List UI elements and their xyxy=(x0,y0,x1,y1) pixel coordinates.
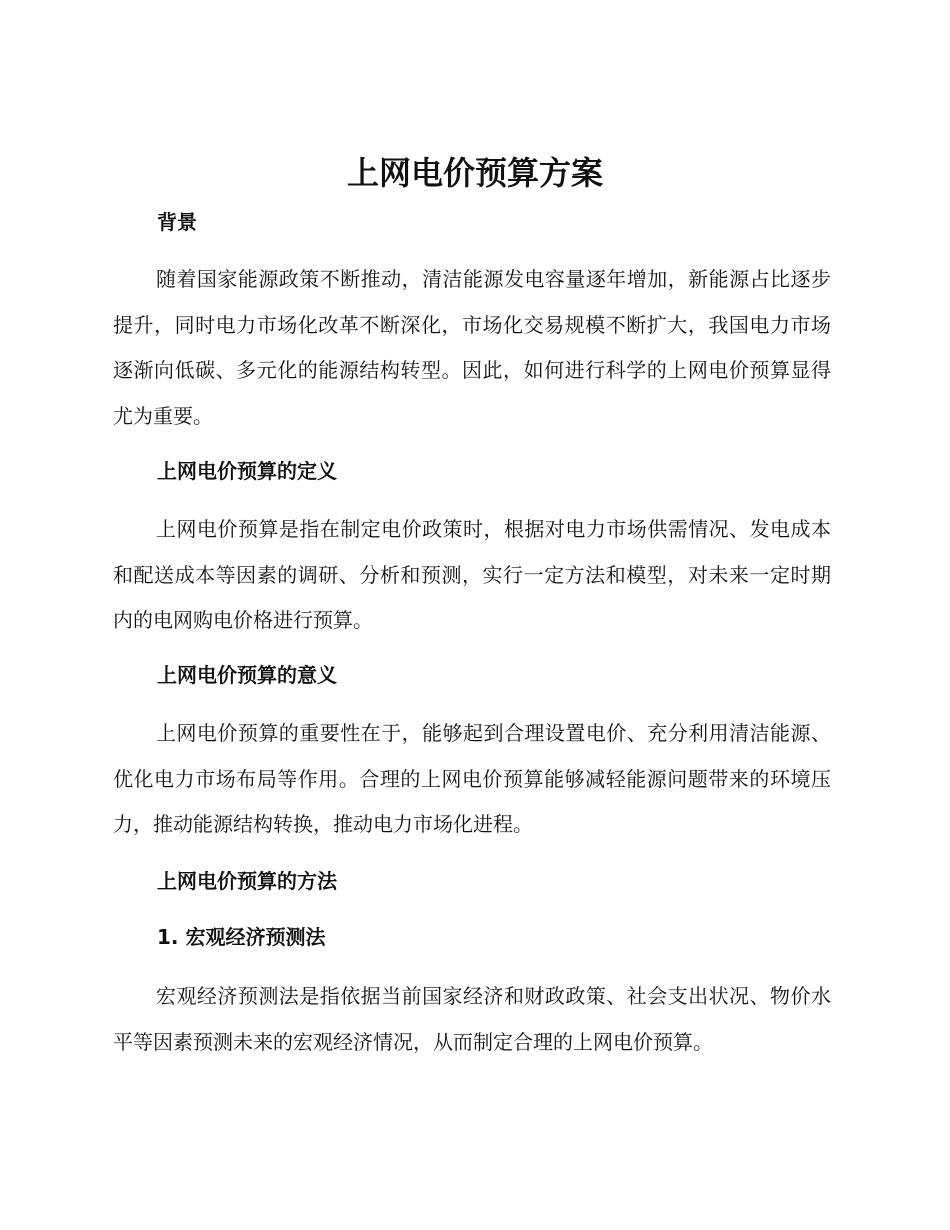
background-paragraph: 随着国家能源政策不断推动，清洁能源发电容量逐年增加，新能源占比逐步提升，同时电力市场化改革不断深化，市场化交易规模不断扩大，我国电力市场逐渐向低碳、多元化的能源结构转型。因此，如何进行科学的上网电价预算显得尤为重要。 xyxy=(113,267,831,428)
methods-paragraph: 宏观经济预测法是指依据当前国家经济和财政政策、社会支出状况、物价水平等因素预测未来的宏观经济情况，从而制定合理的上网电价预算。 xyxy=(113,984,831,1054)
methods-heading: 上网电价预算的方法 xyxy=(157,869,337,893)
definition-heading: 上网电价预算的定义 xyxy=(157,459,337,483)
methods-subheading: 1. 宏观经济预测法 xyxy=(157,925,326,949)
significance-paragraph: 上网电价预算的重要性在于，能够起到合理设置电价、充分利用清洁能源、优化电力市场布局等作用。合理的上网电价预算能够减轻能源问题带来的环境压力，推动能源结构转换，推动电力市场化进程。 xyxy=(113,721,831,836)
significance-heading: 上网电价预算的意义 xyxy=(157,663,337,687)
document-title: 上网电价预算方案 xyxy=(346,154,603,192)
definition-paragraph: 上网电价预算是指在制定电价政策时，根据对电力市场供需情况、发电成本和配送成本等因素的调研、分析和预测，实行一定方法和模型，对未来一定时期内的电网购电价格进行预算。 xyxy=(113,517,831,632)
background-heading: 背景 xyxy=(157,210,197,234)
